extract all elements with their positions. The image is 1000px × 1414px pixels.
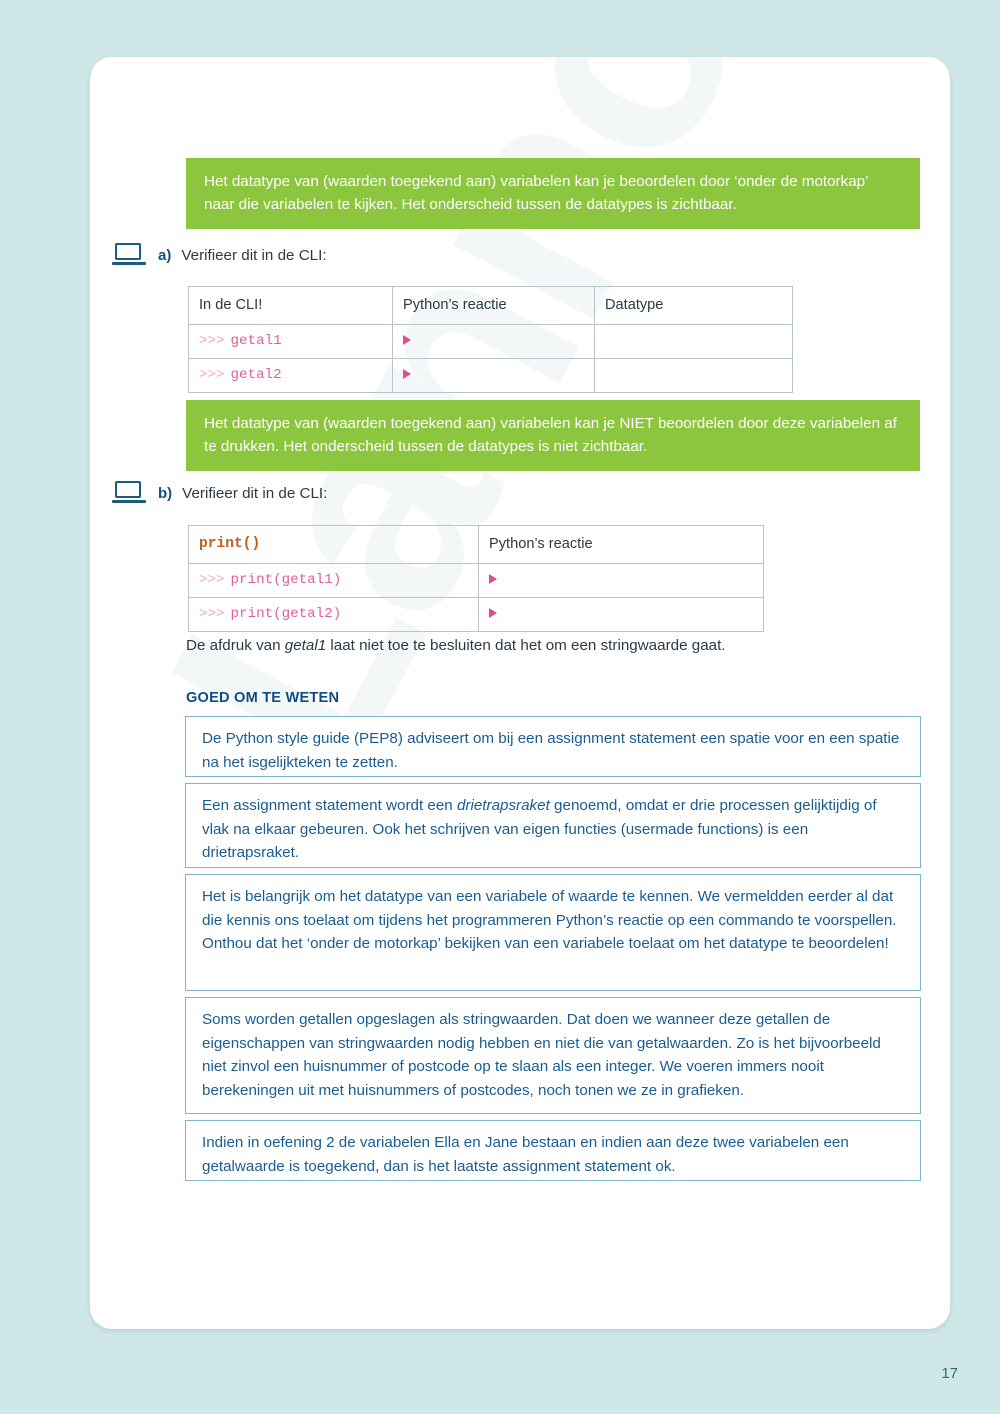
cli-command-text: getal2 <box>230 367 282 383</box>
cli-command-cell[interactable] <box>189 598 479 632</box>
exercise-b-letter: b) <box>158 484 173 502</box>
table-row <box>189 564 764 598</box>
callout-green-1-text: Het datatype van (waarden toegekend aan) variabelen kan je beoordelen door ‘onder de motorkap’ naar die variabelen te kijken. Het onderscheid tussen de datatypes is zichtbaar. <box>204 173 868 214</box>
info-box-drietrapsraket-emphasis: drietrapsraket <box>456 797 550 814</box>
info-box-oefening-2 <box>185 1120 921 1181</box>
table-row-header <box>189 526 764 564</box>
laptop-screen <box>115 481 141 498</box>
table-row-header <box>189 287 793 325</box>
col-header-python-reactie: Python’s reactie <box>393 287 595 325</box>
exercise-b-instruction: Verifieer dit in de CLI: <box>182 484 328 502</box>
callout-green-2 <box>186 400 920 471</box>
exercise-a-row <box>112 243 327 267</box>
page-number: 17 <box>941 1365 958 1382</box>
col-header-datatype: Datatype <box>595 287 793 325</box>
exercise-a-letter: a) <box>158 246 172 264</box>
info-box-datatype-kennen-text: Het is belangrijk om het datatype van een variabele of waarde te kennen. We vermeldden eerder al dat die kennis ons toelaat om tijdens het programmeren Python’s reactie op een commando te voorspellen. <box>202 888 897 929</box>
exercise-b-row <box>112 481 327 505</box>
info-box-getallen-als-strings-text: Soms worden getallen opgeslagen als stringwaarden. Dat doen we wanneer deze getallen de eigenschappen van stringwaarden nodig hebben en niet die van getalwaarden. Zo is het bijvoorbeeld niet zinvol een huisnummer of postcode op te slaan als een integer. We voeren immers nooit berekeningen uit met huisnummers of postcodes, noch tonen we ze in grafieken. <box>202 1011 881 1099</box>
reaction-cell[interactable] <box>393 359 595 393</box>
exercise-a-instruction: Verifieer dit in de CLI: <box>181 246 327 264</box>
info-box-drietrapsraket <box>185 783 921 868</box>
paragraph-afdruk <box>186 637 926 654</box>
paragraph-after: laat niet toe te besluiten dat het om een stringwaarde gaat. <box>326 637 726 654</box>
cli-command-cell[interactable] <box>189 325 393 359</box>
laptop-base <box>112 262 146 265</box>
datatype-cell[interactable] <box>595 325 793 359</box>
section-heading-goed-om-te-weten: GOED OM TE WETEN <box>186 690 340 706</box>
triangle-marker-icon <box>403 335 411 345</box>
callout-green-2-text: Het datatype van (waarden toegekend aan) variabelen kan je NIET beoordelen door deze variabelen af te drukken. Het onderscheid tussen de datatypes is niet zichtbaar. <box>204 415 897 456</box>
cli-command-text: print(getal2) <box>230 606 342 622</box>
table-row <box>189 359 793 393</box>
cli-command-cell[interactable] <box>189 564 479 598</box>
reaction-cell[interactable] <box>479 598 764 632</box>
cli-table-a <box>188 286 793 393</box>
info-box-datatype-kennen-text2: Onthou dat het ‘onder de motorkap’ bekijken van een variabele toelaat om het datatype te beoordelen! <box>202 935 889 953</box>
info-box-datatype-kennen <box>185 874 921 991</box>
prompt-marker: >>> <box>199 367 225 383</box>
info-box-drietrapsraket-part2: genoemd, omdat er drie processen gelijktijdig of vlak na elkaar gebeuren. Ook het schrijven van eigen functies (usermade functions) is een drietrapsraket. <box>202 797 877 862</box>
prompt-marker: >>> <box>199 572 225 588</box>
reaction-cell[interactable] <box>479 564 764 598</box>
col-header-python-reactie: Python’s reactie <box>479 526 764 564</box>
page-sheet <box>90 57 950 1329</box>
cli-command-text: print(getal1) <box>230 572 342 588</box>
table-row <box>189 598 764 632</box>
info-box-getallen-als-strings <box>185 997 921 1114</box>
laptop-icon <box>112 243 146 267</box>
prompt-marker: >>> <box>199 333 225 349</box>
reaction-cell[interactable] <box>393 325 595 359</box>
datatype-cell[interactable] <box>595 359 793 393</box>
laptop-icon <box>112 481 146 505</box>
triangle-marker-icon <box>403 369 411 379</box>
laptop-base <box>112 500 146 503</box>
triangle-marker-icon <box>489 608 497 618</box>
paragraph-emphasis: getal1 <box>284 637 327 654</box>
cli-command-cell[interactable] <box>189 359 393 393</box>
info-box-oefening-2-text: Indien in oefening 2 de variabelen Ella en Jane bestaan en indien aan deze twee variabelen een getalwaarde is toegekend, dan is het laatste assignment statement ok. <box>202 1134 849 1175</box>
info-box-pep8-text: De Python style guide (PEP8) adviseert om bij een assignment statement een spatie voor en een spatie na het isgelijkteken te zetten. <box>202 730 900 771</box>
paragraph-before: De afdruk van <box>186 637 285 654</box>
laptop-screen <box>115 243 141 260</box>
triangle-marker-icon <box>489 574 497 584</box>
cli-command-text: getal1 <box>230 333 282 349</box>
col-header-print: print() <box>189 526 479 564</box>
info-box-drietrapsraket-part1: Een assignment statement wordt een <box>202 797 457 814</box>
prompt-marker: >>> <box>199 606 225 622</box>
table-row <box>189 325 793 359</box>
cli-table-b <box>188 525 764 632</box>
callout-green-1 <box>186 158 920 229</box>
info-box-pep8 <box>185 716 921 777</box>
col-header-in-de-cli: In de CLI! <box>189 287 393 325</box>
